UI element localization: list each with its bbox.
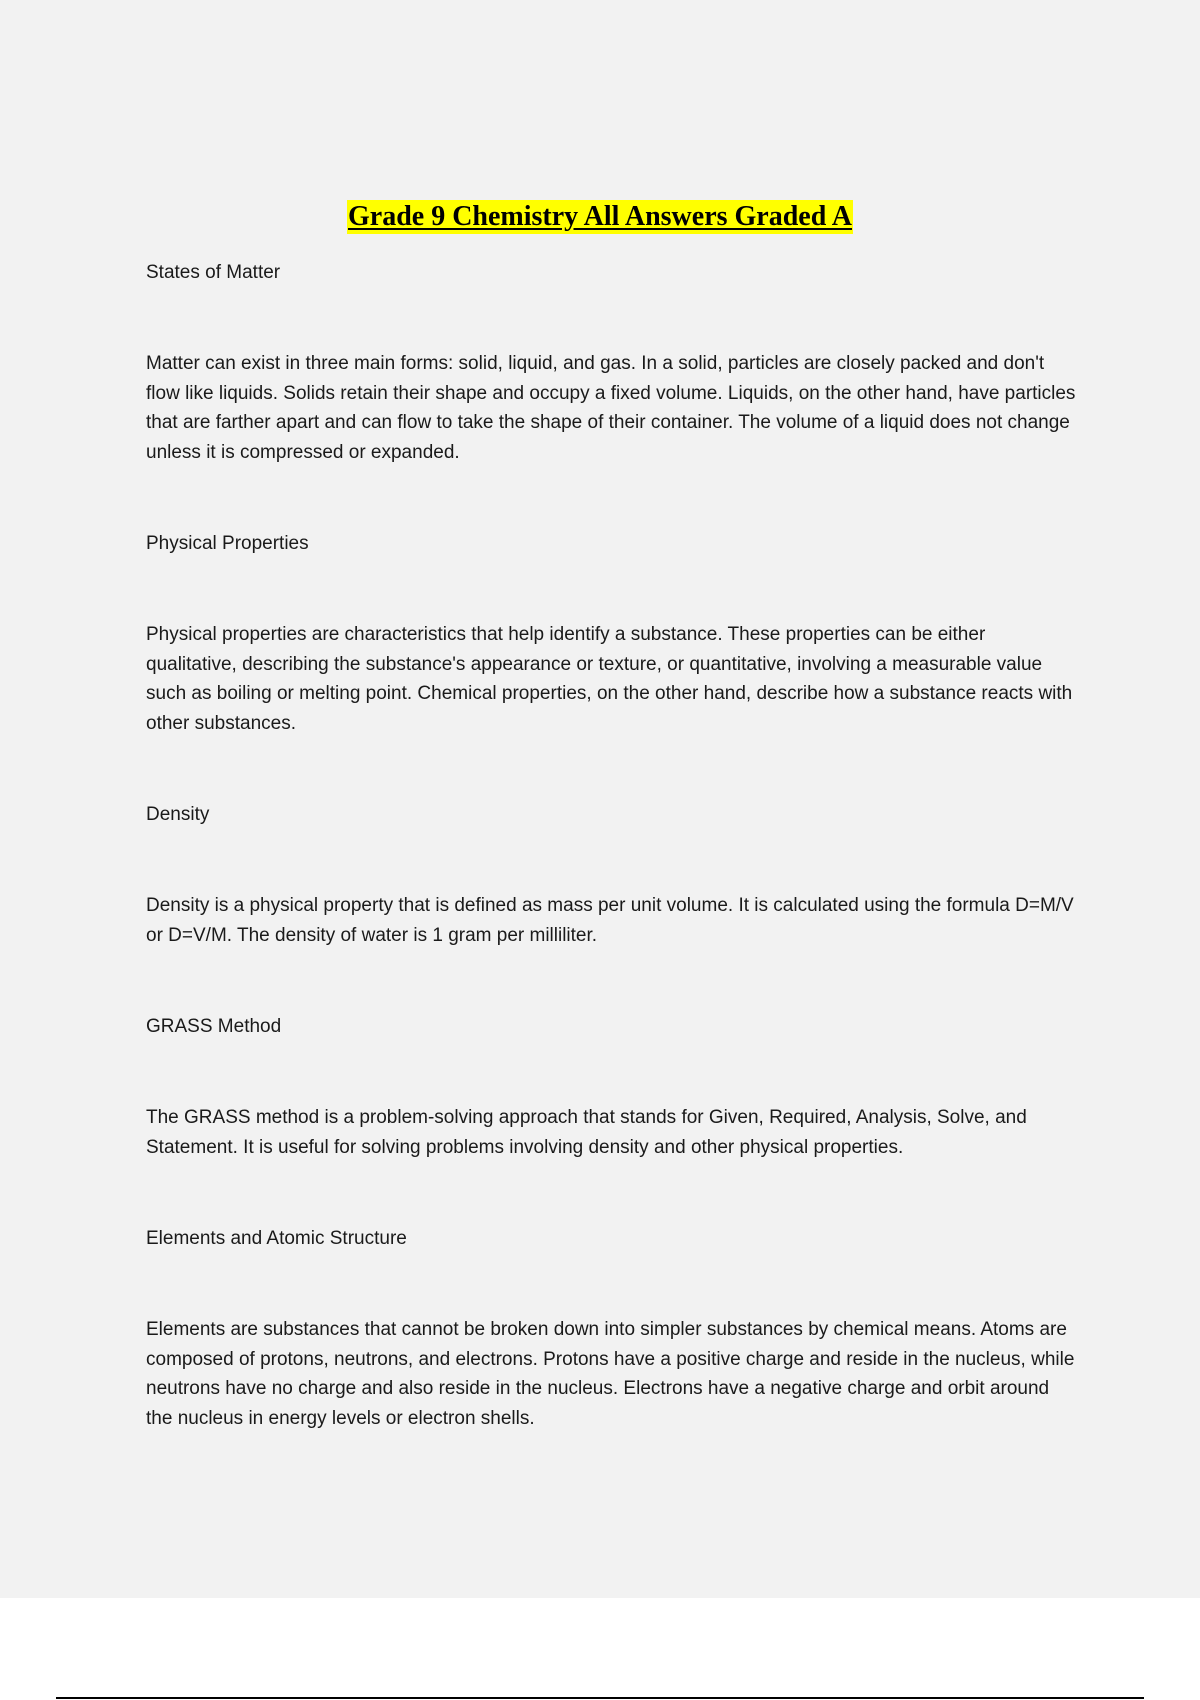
- section-paragraph: Matter can exist in three main forms: solid, liquid, and gas. In a solid, particles are closely packed and don't flow like liquids. Solids retain their shape and occupy a fixed volume. Liquids, on the other hand, have particles that are farther apart and can flow to take the shape of their container. The volume of a liquid does not change unless it is compressed or expanded.: [146, 353, 1076, 463]
- section-density: [146, 800, 1076, 950]
- section-paragraph: Elements are substances that cannot be broken down into simpler substances by chemical means. Atoms are composed of protons, neutrons, and electrons. Protons have a positive charge and reside in the nucleus, while neutrons have no charge and also reside in the nucleus. Electrons have a negative charge and orbit around the nucleus in energy levels or electron shells.: [146, 1319, 1075, 1429]
- footer-divider: [56, 1697, 1144, 1699]
- document-title: Grade 9 Chemistry All Answers Graded A: [348, 201, 852, 232]
- section-grass-method: [146, 1012, 1076, 1162]
- section-heading: Density: [146, 804, 210, 825]
- section-heading: GRASS Method: [146, 1016, 282, 1037]
- section-physical-properties: [146, 529, 1076, 738]
- section-heading: Physical Properties: [146, 533, 309, 554]
- document-body: [146, 258, 1076, 1495]
- section-paragraph: Physical properties are characteristics that help identify a substance. These properties can be either qualitative, describing the substance's appearance or texture, or quantitative, involving a measurable value such as boiling or melting point. Chemical properties, on the other hand, describe how a substance reacts with other substances.: [146, 624, 1073, 734]
- section-elements-atomic-structure: [146, 1224, 1076, 1433]
- title-container: [0, 200, 1200, 234]
- section-paragraph: The GRASS method is a problem-solving approach that stands for Given, Required, Analysis, Solve, and Statement. It is useful for solving problems involving density and other physical properties.: [146, 1107, 1027, 1158]
- section-heading: States of Matter: [146, 262, 281, 283]
- section-states-of-matter: [146, 258, 1076, 467]
- section-heading: Elements and Atomic Structure: [146, 1228, 407, 1249]
- section-paragraph: Density is a physical property that is defined as mass per unit volume. It is calculated using the formula D=M/V or D=V/M. The density of water is 1 gram per milliliter.: [146, 895, 1074, 946]
